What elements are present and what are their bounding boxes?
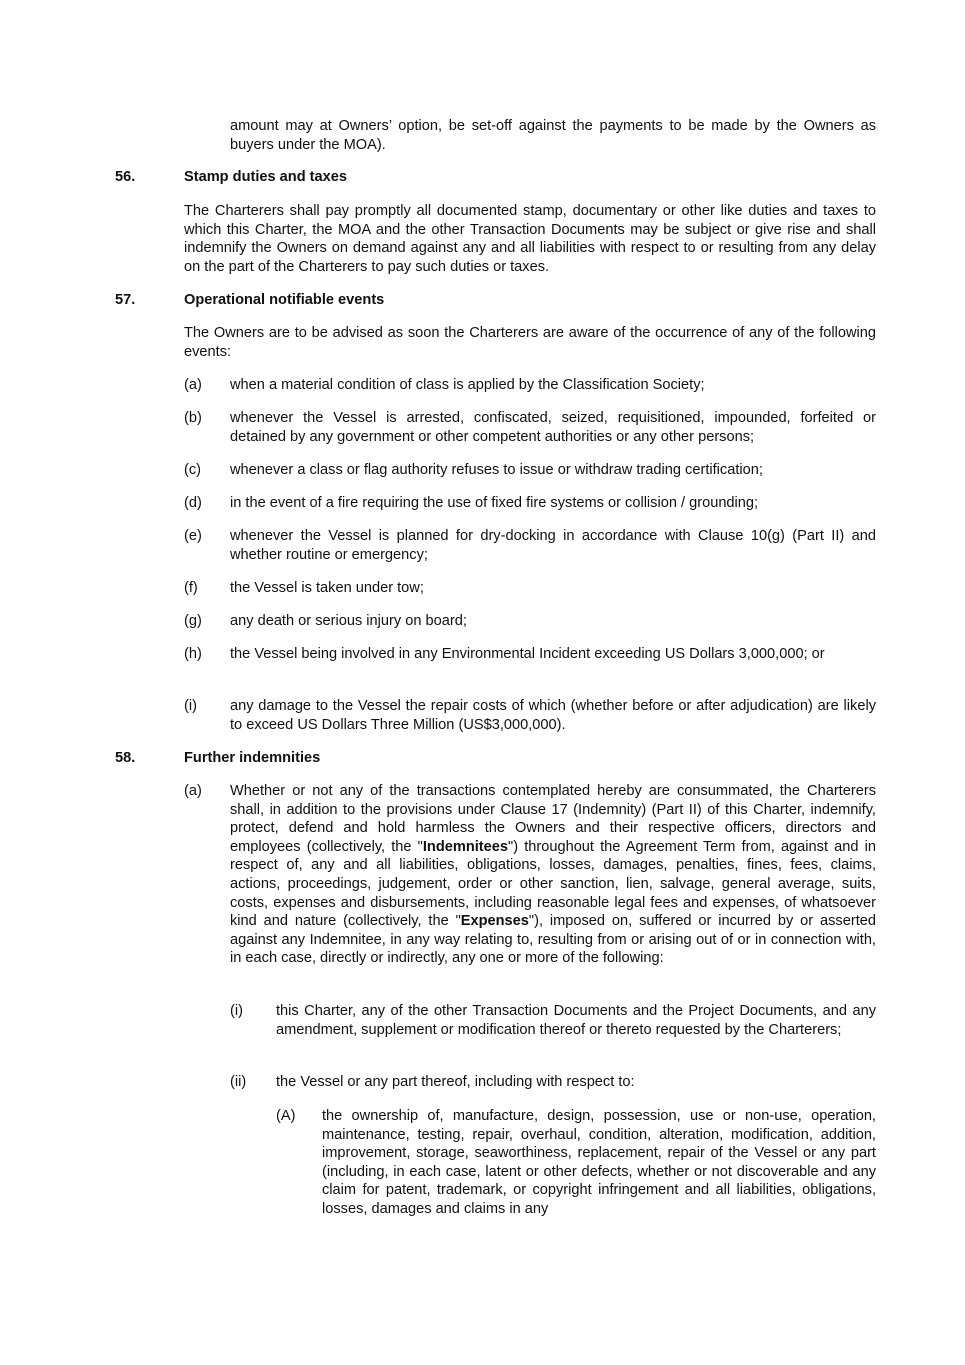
clause-57-title: Operational notifiable events [184,292,385,308]
item-label: (ii) [230,1074,247,1090]
clause-58-title: Further indemnities [184,750,321,766]
item-label: (h) [184,646,202,662]
item-label: (d) [184,495,202,511]
item-label: (g) [184,613,202,629]
item-label: (f) [184,580,198,596]
list-item: whenever the Vessel is planned for dry-docking in accordance with Clause 10(g) (Part II) and whether routine or emergency; [230,528,876,563]
text-segment: "), imposed on, suffered or incurred by or asserted against any Indemnitee, in any way relating to, resulting from or arising out of or in connection with, in each case, directly or indirectly, any one or more of the following: [230,913,876,967]
defined-term-expenses: Expenses [460,913,529,930]
list-item: whenever a class or flag authority refuses to issue or withdraw trading certification; [230,462,763,478]
clause-57-number: 57. [115,292,136,308]
item-label: (i) [184,698,197,714]
list-item: any death or serious injury on board; [230,613,467,629]
sub-item-A: the ownership of, manufacture, design, possession, use or non-use, operation, maintenance, testing, repair, overhaul, condition, alteration, modification, addition, improvement, storage, seaworthiness, replacement, repair of the Vessel or any part (including, in each case, latent or other defects, whether or not discoverable and any claim for patent, trademark, or copyright infringement and all liabilities, obligations, losses, damages and claims in any [322,1108,876,1217]
list-item: any damage to the Vessel the repair costs of which (whether before or after adjudication) are likely to exceed US Dollars Three Million (US$3,000,000). [230,698,876,733]
sub-item-ii: the Vessel or any part thereof, including with respect to: [276,1074,635,1090]
list-item: whenever the Vessel is arrested, confiscated, seized, requisitioned, impounded, forfeited or detained by any government or other competent authorities or any other persons; [230,410,876,445]
text-segment: ") throughout the Agreement Term from, against and in respect of, any and all liabilities, obligations, losses, damages, penalties, fines, fees, claims, actions, proceedings, judgement, order or other sanction, lien, salvage, general average, suits, costs, expenses and disbursements, including reasonable legal fees and expenses, of whatsoever kind and nature (collectively, the " [230,838,876,930]
item-label: (A) [276,1108,296,1124]
sub-item-i: this Charter, any of the other Transaction Documents and the Project Documents, and any amendment, supplement or modification thereof or thereto requested by the Charterers; [276,1003,876,1038]
item-label: (e) [184,528,202,544]
clause-56-number: 56. [115,169,136,185]
item-label: (i) [230,1003,243,1019]
item-label: (a) [184,783,202,799]
list-item: in the event of a fire requiring the use of fixed fire systems or collision / grounding; [230,495,759,511]
list-item: when a material condition of class is applied by the Classification Society; [230,377,705,393]
item-label: (b) [184,410,202,426]
continuation-paragraph: amount may at Owners’ option, be set-off against the payments to be made by the Owners as buyers under the MOA). [230,118,876,153]
list-item: the Vessel is taken under tow; [230,580,424,596]
clause-58-a-text [230,782,876,968]
item-label: (a) [184,377,202,393]
text-segment: Whether or not any of the transactions contemplated hereby are consummated, the Charterers shall, in addition to the provisions under Clause 17 (Indemnity) (Part II) of this Charter, indemnify, protect, defend and hold harmless the Owners and their respective officers, directors and employees (collectively, the " [230,783,876,855]
clause-56-body: The Charterers shall pay promptly all documented stamp, documentary or other like duties and taxes to which this Charter, the MOA and the other Transaction Documents may be subject or give rise and shall indemnify the Owners on demand against any and all liabilities with respect to or resulting from any delay on the part of the Charterers to pay such duties or taxes. [184,203,876,275]
clause-57-intro: The Owners are to be advised as soon the Charterers are aware of the occurrence of any of the following events: [184,325,876,360]
clause-56-title: Stamp duties and taxes [184,169,348,185]
list-item: the Vessel being involved in any Environmental Incident exceeding US Dollars 3,000,000; or [230,646,825,662]
defined-term-indemnitees: Indemnitees [422,838,509,855]
item-label: (c) [184,462,202,478]
clause-58-number: 58. [115,750,136,766]
